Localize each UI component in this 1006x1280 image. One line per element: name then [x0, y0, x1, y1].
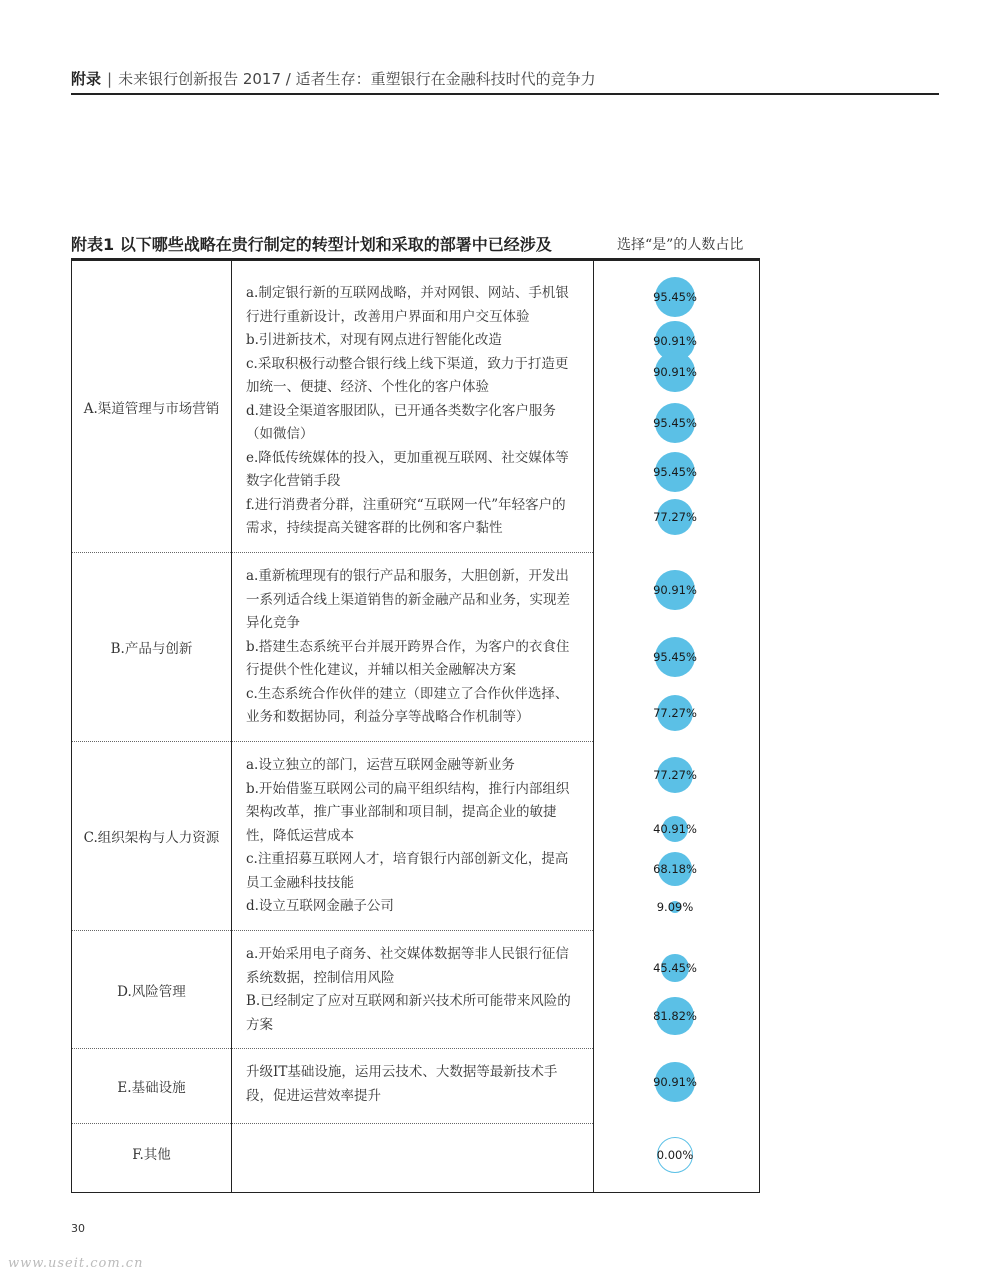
value-label: 90.91% [653, 365, 697, 379]
list-item: a.设立独立的部门，运营互联网金融等新业务 [246, 757, 515, 773]
value-label: 95.45% [653, 465, 697, 479]
watermark: www.useit.com.cn [8, 1256, 144, 1271]
value-label: 90.91% [653, 1075, 697, 1089]
list-item: b.开始借鉴互联网公司的扁平组织结构，推行内部组织架构改革，推广事业部制和项目制，提高企业的敏捷性，降低运营成本 [246, 780, 570, 844]
list-item: b.引进新技术，对现有网点进行智能化改造 [246, 332, 502, 348]
value-label: 45.45% [653, 961, 697, 975]
list-item: d.设立互联网金融子公司 [246, 898, 394, 914]
list-item: d.建设全渠道客服团队，已开通各类数字化客户服务（如微信） [246, 402, 556, 442]
items-a [246, 282, 576, 541]
items-b [246, 565, 576, 730]
value-label: 40.91% [653, 822, 697, 836]
items-c [246, 754, 576, 919]
header-title: 未来银行创新报告 2017 / 适者生存：重塑银行在金融科技时代的竞争力 [118, 70, 596, 88]
category-a: A.渠道管理与市场营销 [83, 400, 220, 417]
value-label: 95.45% [653, 290, 697, 304]
value-label: 77.27% [653, 768, 697, 782]
table-divider-2 [593, 258, 594, 1193]
category-d: D.风险管理 [117, 983, 186, 1000]
category-b: B.产品与创新 [110, 641, 193, 657]
value-label: 90.91% [653, 334, 697, 348]
list-item: c.采取积极行动整合银行线上线下渠道，致力于打造更加统一、便捷、经济、个性化的客户体验 [246, 355, 569, 395]
value-label: 0.00% [656, 1148, 694, 1162]
items-e [246, 1061, 576, 1108]
value-label: 95.45% [653, 650, 697, 664]
header-rule [71, 93, 939, 95]
table-divider-1 [231, 258, 232, 1193]
table-title: 附表1 以下哪些战略在贵行制定的转型计划和采取的部署中已经涉及 [71, 235, 552, 254]
list-item: a.开始采用电子商务、社交媒体数据等非人民银行征信系统数据，控制信用风险 [246, 946, 569, 986]
list-item: b.搭建生态系统平台并展开跨界合作，为客户的衣食住行提供个性化建议，并辅以相关金融解决方案 [246, 638, 570, 678]
list-item: 升级IT基础设施，运用云技术、大数据等最新技术手段，促进运营效率提升 [246, 1064, 558, 1104]
value-label: 81.82% [653, 1009, 697, 1023]
category-c: C.组织架构与人力资源 [83, 830, 220, 846]
category-e: E.基础设施 [117, 1080, 186, 1096]
list-item: a.重新梳理现有的银行产品和服务，大胆创新，开发出一系列适合线上渠道销售的新金融产品和业务，实现差异化竞争 [246, 568, 570, 631]
list-item: a.制定银行新的互联网战略，并对网银、网站、手机银行进行重新设计，改善用户界面和用户交互体验 [246, 285, 569, 325]
list-item: f.进行消费者分群，注重研究“互联网一代”年轻客户的需求，持续提高关键客群的比例和客户黏性 [246, 496, 566, 536]
list-item: c.注重招募互联网人才，培育银行内部创新文化，提高员工金融科技技能 [246, 851, 569, 891]
items-d [246, 943, 576, 1037]
list-item: e.降低传统媒体的投入，更加重视互联网、社交媒体等数字化营销手段 [246, 449, 569, 489]
value-label: 9.09% [656, 900, 694, 914]
value-label: 68.18% [653, 862, 697, 876]
list-item: B.已经制定了应对互联网和新兴技术所可能带来风险的方案 [246, 993, 571, 1033]
page-header [71, 68, 939, 92]
page-number: 30 [71, 1222, 85, 1235]
value-label: 90.91% [653, 583, 697, 597]
header-separator: | [107, 70, 113, 88]
value-label: 77.27% [653, 510, 697, 524]
value-label: 95.45% [653, 416, 697, 430]
value-label: 77.27% [653, 706, 697, 720]
column-header: 选择“是”的人数占比 [617, 237, 744, 253]
header-section: 附录 [71, 70, 102, 88]
category-f: F.其他 [132, 1147, 171, 1163]
list-item: c.生态系统合作伙伴的建立（即建立了合作伙伴选择、业务和数据协同，利益分享等战略合作机制等） [246, 685, 569, 725]
